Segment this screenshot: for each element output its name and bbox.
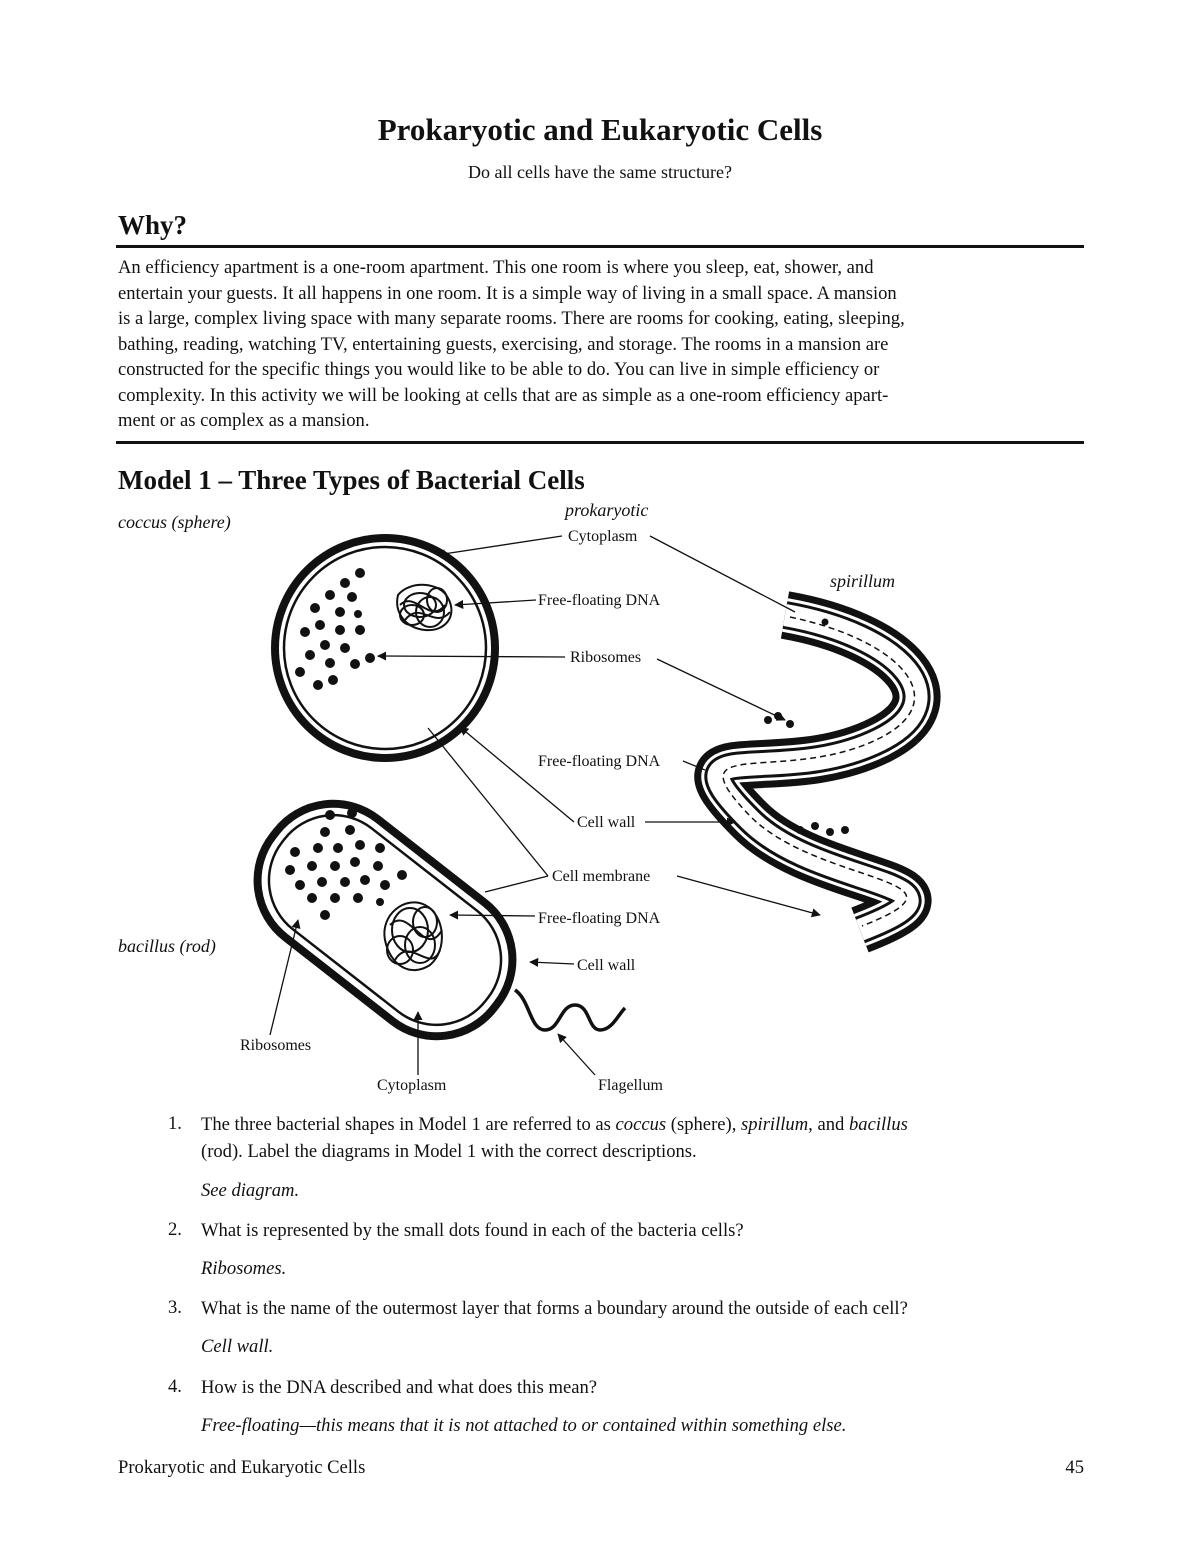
bacillus-dna (384, 902, 442, 970)
why-line: complexity. In this activity we will be looking at cells that are as simple as a one-room efficiency apart- (118, 384, 889, 406)
label-coccus: coccus (sphere) (118, 512, 231, 532)
page-subtitle: Do all cells have the same structure? (468, 162, 732, 182)
flagellum (515, 990, 625, 1030)
why-line: bathing, reading, watching TV, entertaining guests, exercising, and storage. The rooms in a mansion are (118, 333, 889, 355)
label-cell-wall-low: Cell wall (577, 957, 636, 974)
question-2-number: 2. (168, 1219, 182, 1240)
label-bacillus: bacillus (rod) (118, 936, 216, 956)
question-1-text (201, 1111, 1081, 1165)
question-1-bacillus: bacillus (848, 1114, 908, 1135)
label-spirillum: spirillum (830, 571, 896, 591)
question-1-part: and (812, 1114, 849, 1135)
question-1-part: (sphere), (666, 1114, 741, 1135)
label-flagellum: Flagellum (598, 1077, 663, 1094)
why-line: ment or as complex as a mansion. (118, 410, 370, 431)
label-ribosomes-top: Ribosomes (570, 649, 642, 666)
question-1-coccus: coccus (615, 1114, 667, 1135)
why-top-rule (116, 245, 1084, 248)
question-3-text: What is the name of the outermost layer that forms a boundary around the outside of each cell? (201, 1298, 908, 1319)
why-line: constructed for the specific things you would like to be able to do. You can live in simple efficiency or (118, 359, 880, 380)
label-ribosomes-low: Ribosomes (240, 1037, 312, 1054)
question-3-number: 3. (168, 1297, 182, 1318)
label-cell-wall-mid: Cell wall (577, 814, 636, 831)
why-line: entertain your guests. It all happens in one room. It is a simple way of living in a small space. A mansion (118, 282, 897, 304)
question-1-answer: See diagram. (201, 1180, 300, 1201)
question-2-text: What is represented by the small dots found in each of the bacteria cells? (201, 1220, 744, 1241)
label-cytoplasm-top: Cytoplasm (568, 528, 638, 545)
why-bottom-rule (116, 441, 1084, 444)
spirillum-cell (718, 615, 916, 930)
coccus-cell-wall (275, 538, 495, 758)
question-4-answer: Free-floating—this means that it is not attached to or contained within something else. (201, 1415, 847, 1436)
label-dna-top: Free-floating DNA (538, 592, 661, 609)
why-line: is a large, complex living space with many separate rooms. There are rooms for cooking, eating, sleeping, (118, 308, 905, 329)
why-paragraph (118, 255, 1068, 434)
question-4-number: 4. (168, 1376, 182, 1397)
label-cytoplasm-low: Cytoplasm (377, 1077, 447, 1094)
footer-title: Prokaryotic and Eukaryotic Cells (118, 1457, 366, 1478)
why-line: An efficiency apartment is a one-room apartment. This one room is where you sleep, eat, shower, and (118, 257, 874, 278)
label-cell-membrane: Cell membrane (552, 868, 651, 885)
why-heading: Why? (118, 210, 188, 240)
page-title: Prokaryotic and Eukaryotic Cells (377, 112, 823, 147)
label-dna-low: Free-floating DNA (538, 910, 661, 927)
model-heading: Model 1 – Three Types of Bacterial Cells (118, 465, 585, 495)
coccus-dna (397, 585, 451, 630)
page-number: 45 (1065, 1457, 1084, 1478)
question-2-answer: Ribosomes. (201, 1258, 287, 1279)
coccus-cell-membrane (284, 547, 486, 749)
bacillus-cell-wall (229, 775, 542, 1066)
question-1-number: 1. (168, 1113, 182, 1134)
question-4-text: How is the DNA described and what does this mean? (201, 1377, 598, 1398)
bacteria-diagram (0, 495, 1200, 1105)
question-1-part: The three bacterial shapes in Model 1 are referred to as (201, 1114, 616, 1135)
label-dna-mid: Free-floating DNA (538, 753, 661, 770)
question-3-answer: Cell wall. (201, 1336, 274, 1357)
label-prokaryotic: prokaryotic (565, 500, 649, 520)
question-1-line2: (rod). Label the diagrams in Model 1 with the correct descriptions. (201, 1141, 697, 1162)
coccus-cell (275, 538, 495, 758)
bacillus-cell (229, 775, 542, 1066)
coccus-ribosomes (295, 568, 375, 690)
question-1-spirillum: spirillum, (741, 1114, 813, 1135)
